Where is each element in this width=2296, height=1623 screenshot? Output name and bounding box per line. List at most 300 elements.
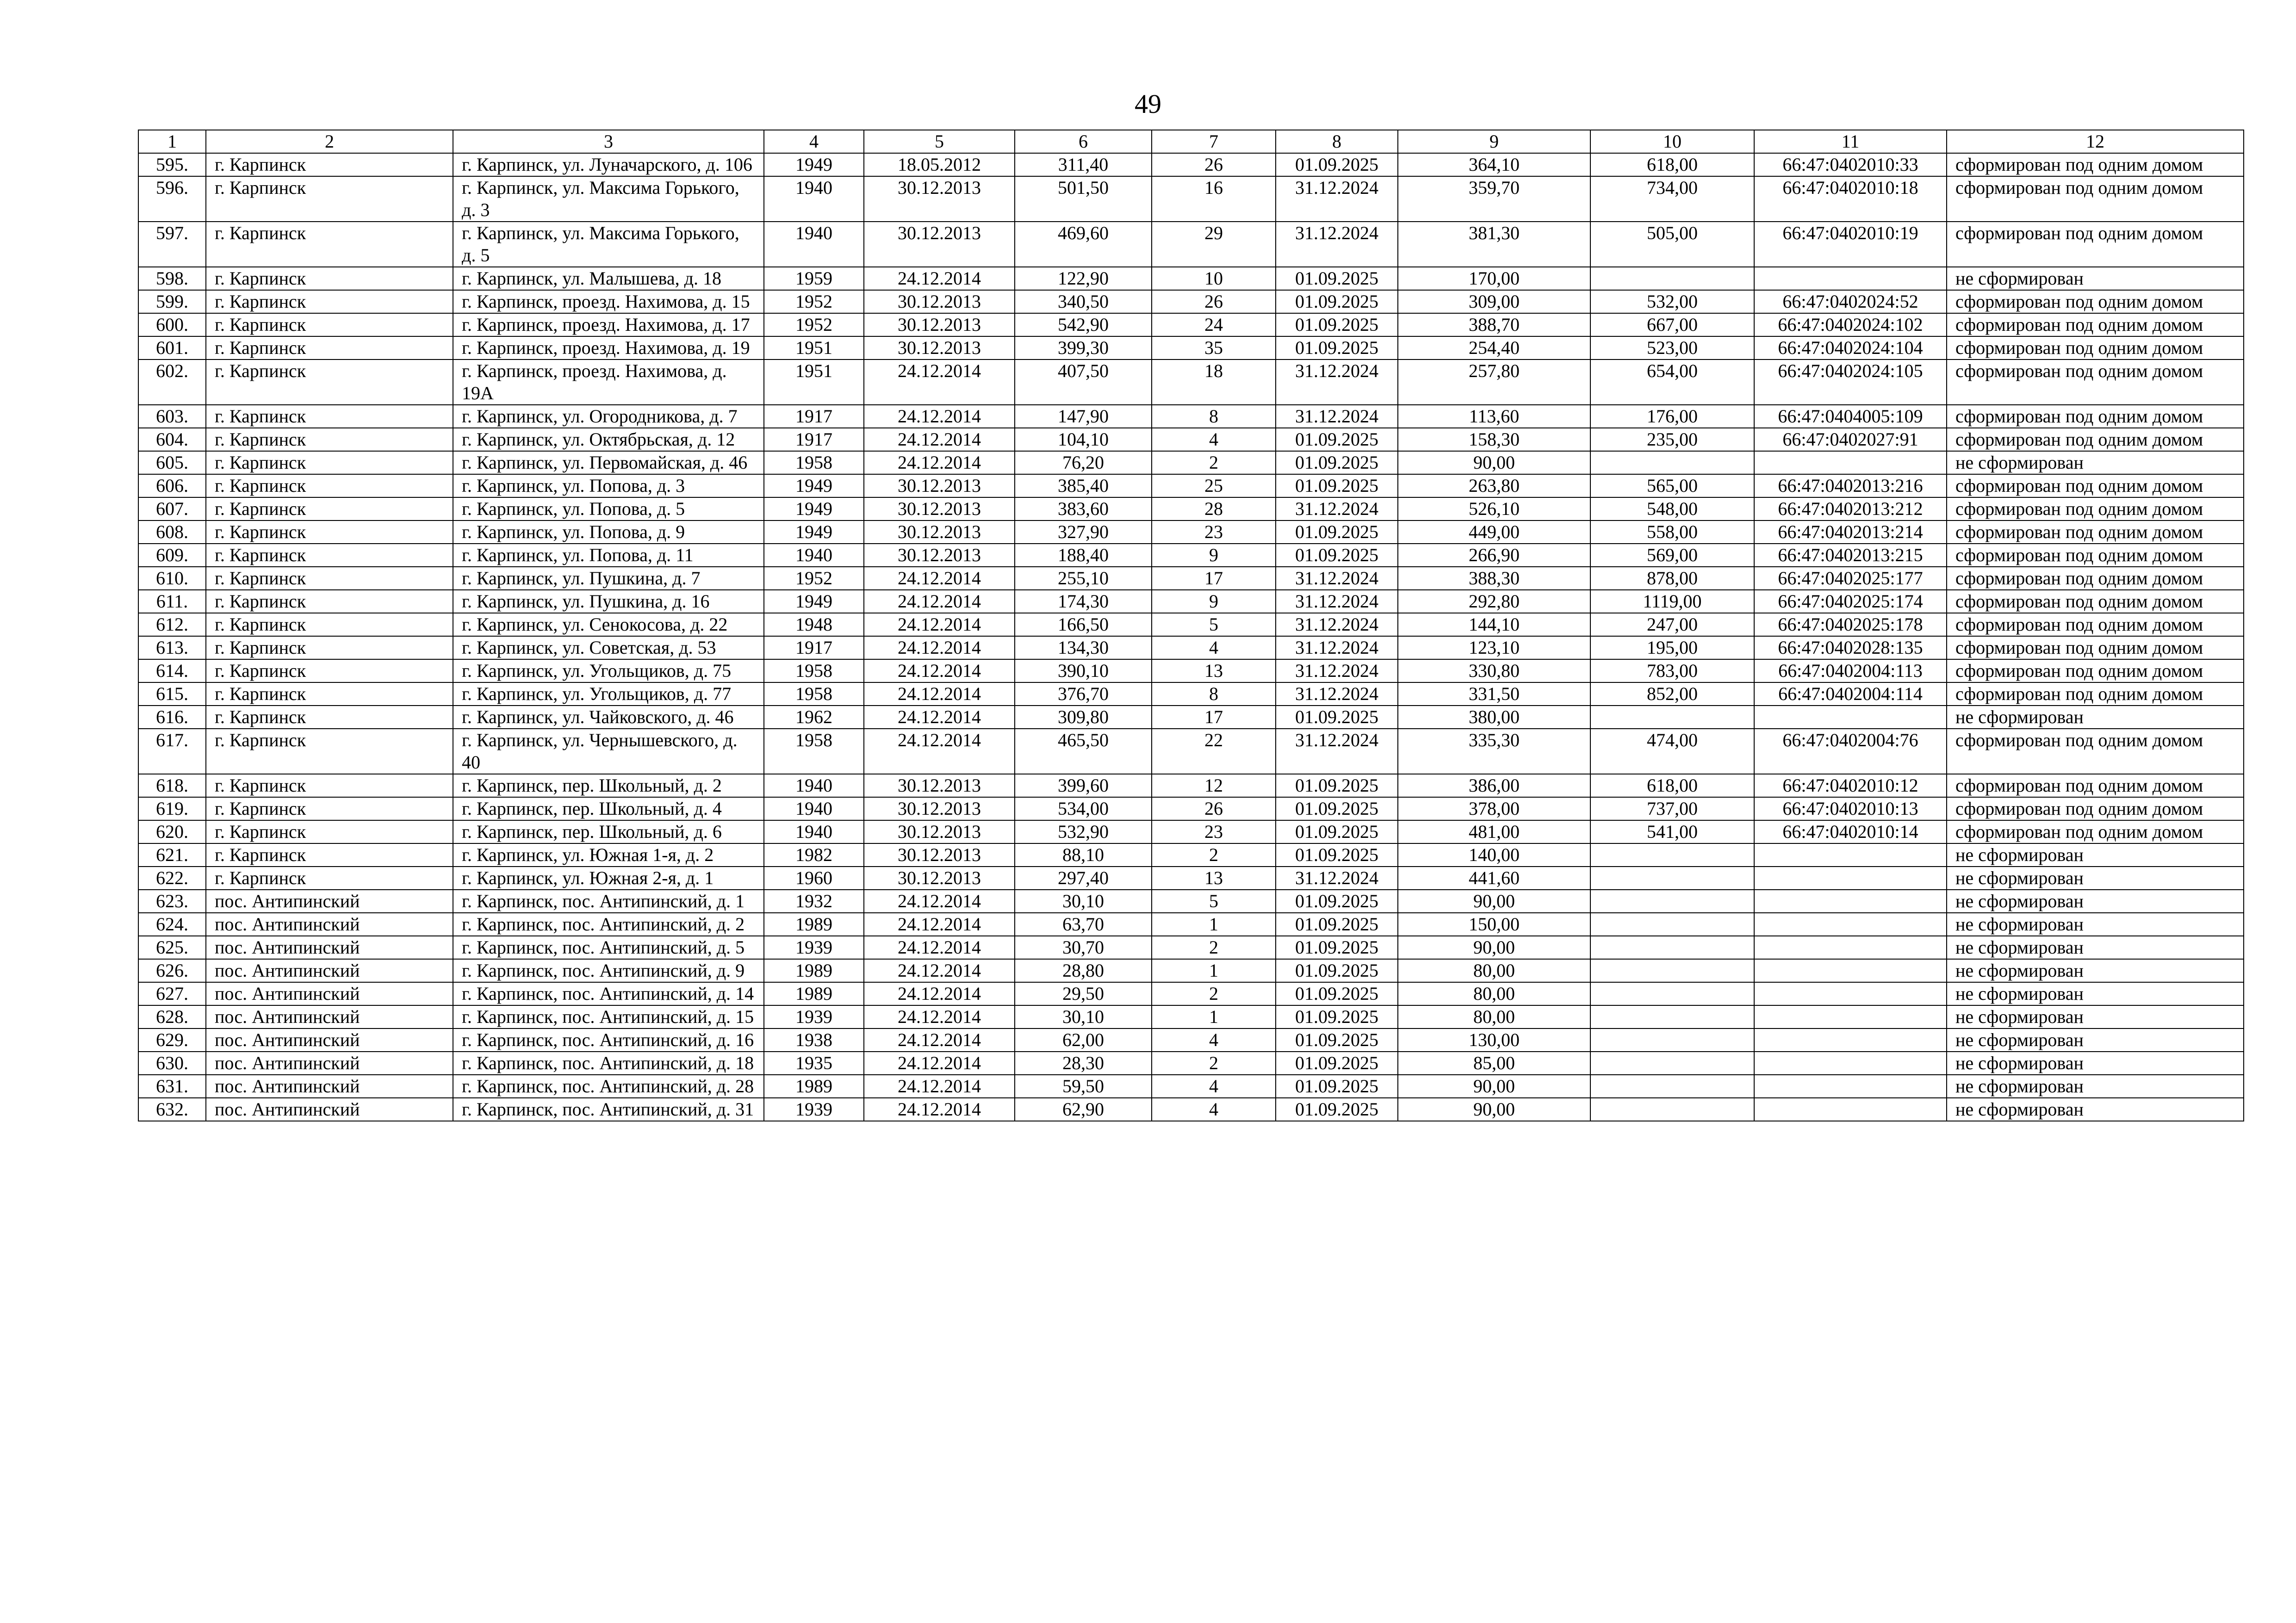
year-built-cell: 1951 (764, 359, 864, 405)
address-cell: г. Карпинск, ул. Попова, д. 5 (453, 497, 764, 520)
residents-cell: 4 (1152, 1028, 1276, 1052)
address-cell: г. Карпинск, ул. Пушкина, д. 7 (453, 567, 764, 590)
date-cell: 30.12.2013 (864, 176, 1015, 222)
row-number-cell: 611. (138, 590, 206, 613)
status-cell: не сформирован (1947, 936, 2244, 959)
residents-cell: 10 (1152, 267, 1276, 290)
cadastral-number-cell (1754, 959, 1947, 982)
area-cell: 311,40 (1015, 153, 1152, 176)
area2-cell: 140,00 (1398, 843, 1590, 867)
locality-cell: г. Карпинск (206, 222, 453, 267)
table-body (138, 153, 2244, 1121)
status-cell: сформирован под одним домом (1947, 222, 2244, 267)
residents-cell: 9 (1152, 544, 1276, 567)
land-area-cell: 667,00 (1590, 313, 1754, 336)
row-number-cell: 600. (138, 313, 206, 336)
locality-cell: г. Карпинск (206, 313, 453, 336)
deadline-cell: 01.09.2025 (1276, 520, 1398, 544)
deadline-cell: 31.12.2024 (1276, 497, 1398, 520)
table-row (138, 659, 2244, 682)
status-cell: не сформирован (1947, 451, 2244, 474)
area-cell: 88,10 (1015, 843, 1152, 867)
table-row (138, 590, 2244, 613)
locality-cell: пос. Антипинский (206, 982, 453, 1005)
row-number-cell: 625. (138, 936, 206, 959)
table-row (138, 1028, 2244, 1052)
row-number-cell: 617. (138, 729, 206, 774)
table-row (138, 729, 2244, 774)
locality-cell: г. Карпинск (206, 820, 453, 843)
column-number: 12 (1947, 130, 2244, 153)
deadline-cell: 01.09.2025 (1276, 1005, 1398, 1028)
row-number-cell: 622. (138, 867, 206, 890)
residents-cell: 1 (1152, 913, 1276, 936)
land-area-cell: 523,00 (1590, 336, 1754, 359)
table-row (138, 797, 2244, 820)
area-cell: 62,00 (1015, 1028, 1152, 1052)
cadastral-number-cell (1754, 1028, 1947, 1052)
year-built-cell: 1958 (764, 682, 864, 706)
residents-cell: 4 (1152, 1098, 1276, 1121)
address-cell: г. Карпинск, проезд. Нахимова, д. 15 (453, 290, 764, 313)
year-built-cell: 1940 (764, 774, 864, 797)
area2-cell: 158,30 (1398, 428, 1590, 451)
residents-cell: 4 (1152, 636, 1276, 659)
land-area-cell (1590, 1075, 1754, 1098)
locality-cell: г. Карпинск (206, 336, 453, 359)
table-row (138, 636, 2244, 659)
address-cell: г. Карпинск, ул. Попова, д. 9 (453, 520, 764, 544)
status-cell: не сформирован (1947, 913, 2244, 936)
table-row (138, 774, 2244, 797)
row-number-cell: 616. (138, 706, 206, 729)
locality-cell: г. Карпинск (206, 659, 453, 682)
table-row (138, 313, 2244, 336)
area-cell: 63,70 (1015, 913, 1152, 936)
date-cell: 30.12.2013 (864, 774, 1015, 797)
land-area-cell: 654,00 (1590, 359, 1754, 405)
table-row (138, 867, 2244, 890)
deadline-cell: 01.09.2025 (1276, 843, 1398, 867)
column-number-row (138, 130, 2244, 153)
row-number-cell: 628. (138, 1005, 206, 1028)
land-area-cell (1590, 982, 1754, 1005)
area-cell: 534,00 (1015, 797, 1152, 820)
deadline-cell: 01.09.2025 (1276, 290, 1398, 313)
locality-cell: г. Карпинск (206, 613, 453, 636)
locality-cell: г. Карпинск (206, 451, 453, 474)
cadastral-number-cell (1754, 867, 1947, 890)
address-cell: г. Карпинск, пос. Антипинский, д. 16 (453, 1028, 764, 1052)
table-row (138, 544, 2244, 567)
year-built-cell: 1962 (764, 706, 864, 729)
land-area-cell: 878,00 (1590, 567, 1754, 590)
land-area-cell: 569,00 (1590, 544, 1754, 567)
area2-cell: 80,00 (1398, 959, 1590, 982)
deadline-cell: 01.09.2025 (1276, 936, 1398, 959)
row-number-cell: 620. (138, 820, 206, 843)
date-cell: 24.12.2014 (864, 636, 1015, 659)
year-built-cell: 1949 (764, 590, 864, 613)
deadline-cell: 01.09.2025 (1276, 797, 1398, 820)
date-cell: 30.12.2013 (864, 520, 1015, 544)
table-row (138, 567, 2244, 590)
address-cell: г. Карпинск, пер. Школьный, д. 4 (453, 797, 764, 820)
area-cell: 376,70 (1015, 682, 1152, 706)
status-cell: сформирован под одним домом (1947, 659, 2244, 682)
cadastral-number-cell: 66:47:0402013:215 (1754, 544, 1947, 567)
cadastral-number-cell (1754, 1005, 1947, 1028)
year-built-cell: 1932 (764, 890, 864, 913)
deadline-cell: 01.09.2025 (1276, 706, 1398, 729)
cadastral-number-cell (1754, 890, 1947, 913)
status-cell: сформирован под одним домом (1947, 590, 2244, 613)
table-row (138, 474, 2244, 497)
area2-cell: 263,80 (1398, 474, 1590, 497)
deadline-cell: 31.12.2024 (1276, 636, 1398, 659)
locality-cell: пос. Антипинский (206, 1005, 453, 1028)
row-number-cell: 609. (138, 544, 206, 567)
locality-cell: г. Карпинск (206, 428, 453, 451)
date-cell: 30.12.2013 (864, 820, 1015, 843)
status-cell: сформирован под одним домом (1947, 636, 2244, 659)
land-area-cell: 618,00 (1590, 153, 1754, 176)
table-row (138, 843, 2244, 867)
area-cell: 30,10 (1015, 1005, 1152, 1028)
status-cell: сформирован под одним домом (1947, 774, 2244, 797)
status-cell: сформирован под одним домом (1947, 613, 2244, 636)
row-number-cell: 621. (138, 843, 206, 867)
land-area-cell (1590, 936, 1754, 959)
address-cell: г. Карпинск, ул. Попова, д. 3 (453, 474, 764, 497)
land-area-cell: 474,00 (1590, 729, 1754, 774)
deadline-cell: 01.09.2025 (1276, 544, 1398, 567)
residents-cell: 26 (1152, 290, 1276, 313)
year-built-cell: 1952 (764, 313, 864, 336)
land-area-cell: 852,00 (1590, 682, 1754, 706)
cadastral-number-cell: 66:47:0402024:102 (1754, 313, 1947, 336)
deadline-cell: 31.12.2024 (1276, 867, 1398, 890)
address-cell: г. Карпинск, пос. Антипинский, д. 14 (453, 982, 764, 1005)
row-number-cell: 630. (138, 1052, 206, 1075)
table-row (138, 290, 2244, 313)
area-cell: 327,90 (1015, 520, 1152, 544)
address-cell: г. Карпинск, ул. Максима Горького, д. 3 (453, 176, 764, 222)
date-cell: 24.12.2014 (864, 913, 1015, 936)
deadline-cell: 01.09.2025 (1276, 982, 1398, 1005)
locality-cell: пос. Антипинский (206, 913, 453, 936)
area2-cell: 85,00 (1398, 1052, 1590, 1075)
land-area-cell: 1119,00 (1590, 590, 1754, 613)
year-built-cell: 1949 (764, 474, 864, 497)
date-cell: 24.12.2014 (864, 936, 1015, 959)
area-cell: 174,30 (1015, 590, 1152, 613)
locality-cell: г. Карпинск (206, 682, 453, 706)
cadastral-number-cell: 66:47:0402027:91 (1754, 428, 1947, 451)
residents-cell: 2 (1152, 843, 1276, 867)
cadastral-number-cell (1754, 982, 1947, 1005)
deadline-cell: 01.09.2025 (1276, 820, 1398, 843)
land-area-cell (1590, 867, 1754, 890)
row-number-cell: 629. (138, 1028, 206, 1052)
address-cell: г. Карпинск, проезд. Нахимова, д. 19 (453, 336, 764, 359)
deadline-cell: 31.12.2024 (1276, 176, 1398, 222)
date-cell: 24.12.2014 (864, 959, 1015, 982)
year-built-cell: 1952 (764, 290, 864, 313)
row-number-cell: 605. (138, 451, 206, 474)
status-cell: сформирован под одним домом (1947, 336, 2244, 359)
area2-cell: 449,00 (1398, 520, 1590, 544)
row-number-cell: 597. (138, 222, 206, 267)
date-cell: 24.12.2014 (864, 405, 1015, 428)
address-cell: г. Карпинск, пос. Антипинский, д. 18 (453, 1052, 764, 1075)
residents-cell: 35 (1152, 336, 1276, 359)
locality-cell: г. Карпинск (206, 497, 453, 520)
cadastral-number-cell (1754, 843, 1947, 867)
year-built-cell: 1958 (764, 659, 864, 682)
residents-cell: 5 (1152, 890, 1276, 913)
year-built-cell: 1939 (764, 1098, 864, 1121)
area2-cell: 381,30 (1398, 222, 1590, 267)
area2-cell: 364,10 (1398, 153, 1590, 176)
table-row (138, 176, 2244, 222)
address-cell: г. Карпинск, ул. Советская, д. 53 (453, 636, 764, 659)
address-cell: г. Карпинск, ул. Октябрьская, д. 12 (453, 428, 764, 451)
residents-cell: 2 (1152, 451, 1276, 474)
area-cell: 532,90 (1015, 820, 1152, 843)
address-cell: г. Карпинск, пос. Антипинский, д. 15 (453, 1005, 764, 1028)
year-built-cell: 1935 (764, 1052, 864, 1075)
row-number-cell: 615. (138, 682, 206, 706)
date-cell: 24.12.2014 (864, 359, 1015, 405)
date-cell: 30.12.2013 (864, 313, 1015, 336)
address-cell: г. Карпинск, проезд. Нахимова, д. 19А (453, 359, 764, 405)
date-cell: 24.12.2014 (864, 706, 1015, 729)
address-cell: г. Карпинск, ул. Угольщиков, д. 77 (453, 682, 764, 706)
year-built-cell: 1940 (764, 820, 864, 843)
date-cell: 30.12.2013 (864, 843, 1015, 867)
table-row (138, 405, 2244, 428)
locality-cell: г. Карпинск (206, 843, 453, 867)
year-built-cell: 1982 (764, 843, 864, 867)
area-cell: 28,80 (1015, 959, 1152, 982)
date-cell: 24.12.2014 (864, 890, 1015, 913)
year-built-cell: 1949 (764, 497, 864, 520)
cadastral-number-cell: 66:47:0402010:12 (1754, 774, 1947, 797)
address-cell: г. Карпинск, ул. Чайковского, д. 46 (453, 706, 764, 729)
residents-cell: 12 (1152, 774, 1276, 797)
table-row (138, 497, 2244, 520)
area2-cell: 266,90 (1398, 544, 1590, 567)
area2-cell: 330,80 (1398, 659, 1590, 682)
area2-cell: 254,40 (1398, 336, 1590, 359)
residents-cell: 26 (1152, 797, 1276, 820)
address-cell: г. Карпинск, пос. Антипинский, д. 1 (453, 890, 764, 913)
status-cell: не сформирован (1947, 1098, 2244, 1121)
land-area-cell: 783,00 (1590, 659, 1754, 682)
deadline-cell: 01.09.2025 (1276, 913, 1398, 936)
row-number-cell: 601. (138, 336, 206, 359)
locality-cell: пос. Антипинский (206, 1028, 453, 1052)
cadastral-number-cell (1754, 1098, 1947, 1121)
status-cell: сформирован под одним домом (1947, 313, 2244, 336)
deadline-cell: 31.12.2024 (1276, 359, 1398, 405)
land-area-cell: 737,00 (1590, 797, 1754, 820)
table-row (138, 222, 2244, 267)
row-number-cell: 604. (138, 428, 206, 451)
row-number-cell: 612. (138, 613, 206, 636)
deadline-cell: 31.12.2024 (1276, 222, 1398, 267)
deadline-cell: 01.09.2025 (1276, 313, 1398, 336)
area-cell: 309,80 (1015, 706, 1152, 729)
date-cell: 30.12.2013 (864, 222, 1015, 267)
land-area-cell (1590, 959, 1754, 982)
status-cell: сформирован под одним домом (1947, 474, 2244, 497)
area2-cell: 380,00 (1398, 706, 1590, 729)
area2-cell: 335,30 (1398, 729, 1590, 774)
cadastral-number-cell: 66:47:0404005:109 (1754, 405, 1947, 428)
cadastral-number-cell: 66:47:0402004:76 (1754, 729, 1947, 774)
table-row (138, 613, 2244, 636)
status-cell: сформирован под одним домом (1947, 176, 2244, 222)
cadastral-number-cell: 66:47:0402004:113 (1754, 659, 1947, 682)
date-cell: 30.12.2013 (864, 867, 1015, 890)
locality-cell: г. Карпинск (206, 774, 453, 797)
deadline-cell: 31.12.2024 (1276, 590, 1398, 613)
status-cell: сформирован под одним домом (1947, 428, 2244, 451)
date-cell: 30.12.2013 (864, 290, 1015, 313)
date-cell: 24.12.2014 (864, 982, 1015, 1005)
date-cell: 24.12.2014 (864, 1098, 1015, 1121)
date-cell: 30.12.2013 (864, 474, 1015, 497)
cadastral-number-cell (1754, 913, 1947, 936)
residents-cell: 5 (1152, 613, 1276, 636)
status-cell: не сформирован (1947, 1075, 2244, 1098)
area-cell: 76,20 (1015, 451, 1152, 474)
land-area-cell (1590, 1028, 1754, 1052)
row-number-cell: 627. (138, 982, 206, 1005)
area-cell: 465,50 (1015, 729, 1152, 774)
year-built-cell: 1938 (764, 1028, 864, 1052)
status-cell: сформирован под одним домом (1947, 567, 2244, 590)
status-cell: сформирован под одним домом (1947, 520, 2244, 544)
year-built-cell: 1989 (764, 959, 864, 982)
status-cell: не сформирован (1947, 1052, 2244, 1075)
area2-cell: 150,00 (1398, 913, 1590, 936)
address-cell: г. Карпинск, ул. Попова, д. 11 (453, 544, 764, 567)
year-built-cell: 1958 (764, 729, 864, 774)
locality-cell: г. Карпинск (206, 567, 453, 590)
area2-cell: 441,60 (1398, 867, 1590, 890)
cadastral-number-cell: 66:47:0402010:13 (1754, 797, 1947, 820)
row-number-cell: 596. (138, 176, 206, 222)
address-cell: г. Карпинск, пос. Антипинский, д. 28 (453, 1075, 764, 1098)
area-cell: 399,60 (1015, 774, 1152, 797)
locality-cell: г. Карпинск (206, 474, 453, 497)
cadastral-number-cell: 66:47:0402024:104 (1754, 336, 1947, 359)
year-built-cell: 1958 (764, 451, 864, 474)
column-number: 1 (138, 130, 206, 153)
row-number-cell: 599. (138, 290, 206, 313)
year-built-cell: 1949 (764, 153, 864, 176)
area2-cell: 292,80 (1398, 590, 1590, 613)
year-built-cell: 1940 (764, 176, 864, 222)
area-cell: 30,10 (1015, 890, 1152, 913)
status-cell: сформирован под одним домом (1947, 405, 2244, 428)
area-cell: 255,10 (1015, 567, 1152, 590)
year-built-cell: 1917 (764, 405, 864, 428)
cadastral-number-cell: 66:47:0402010:14 (1754, 820, 1947, 843)
address-cell: г. Карпинск, ул. Огородникова, д. 7 (453, 405, 764, 428)
cadastral-number-cell (1754, 1052, 1947, 1075)
land-area-cell: 618,00 (1590, 774, 1754, 797)
residents-cell: 17 (1152, 567, 1276, 590)
area-cell: 390,10 (1015, 659, 1152, 682)
residents-cell: 8 (1152, 682, 1276, 706)
table-row (138, 1052, 2244, 1075)
residents-cell: 13 (1152, 659, 1276, 682)
land-area-cell (1590, 1005, 1754, 1028)
cadastral-number-cell: 66:47:0402025:174 (1754, 590, 1947, 613)
residents-cell: 25 (1152, 474, 1276, 497)
column-number: 11 (1754, 130, 1947, 153)
year-built-cell: 1939 (764, 936, 864, 959)
residents-cell: 26 (1152, 153, 1276, 176)
housing-registry-table (138, 130, 2244, 1121)
area2-cell: 130,00 (1398, 1028, 1590, 1052)
area2-cell: 80,00 (1398, 1005, 1590, 1028)
area-cell: 62,90 (1015, 1098, 1152, 1121)
deadline-cell: 01.09.2025 (1276, 474, 1398, 497)
status-cell: сформирован под одним домом (1947, 153, 2244, 176)
residents-cell: 1 (1152, 1005, 1276, 1028)
address-cell: г. Карпинск, ул. Южная 2-я, д. 1 (453, 867, 764, 890)
residents-cell: 8 (1152, 405, 1276, 428)
deadline-cell: 01.09.2025 (1276, 1098, 1398, 1121)
table-row (138, 1098, 2244, 1121)
status-cell: сформирован под одним домом (1947, 729, 2244, 774)
year-built-cell: 1989 (764, 913, 864, 936)
status-cell: сформирован под одним домом (1947, 544, 2244, 567)
area-cell: 340,50 (1015, 290, 1152, 313)
cadastral-number-cell: 66:47:0402024:52 (1754, 290, 1947, 313)
land-area-cell: 505,00 (1590, 222, 1754, 267)
row-number-cell: 631. (138, 1075, 206, 1098)
date-cell: 24.12.2014 (864, 267, 1015, 290)
cadastral-number-cell: 66:47:0402013:216 (1754, 474, 1947, 497)
date-cell: 30.12.2013 (864, 336, 1015, 359)
row-number-cell: 595. (138, 153, 206, 176)
row-number-cell: 623. (138, 890, 206, 913)
deadline-cell: 01.09.2025 (1276, 1052, 1398, 1075)
area2-cell: 526,10 (1398, 497, 1590, 520)
date-cell: 24.12.2014 (864, 682, 1015, 706)
land-area-cell (1590, 913, 1754, 936)
table-row (138, 982, 2244, 1005)
address-cell: г. Карпинск, пос. Антипинский, д. 2 (453, 913, 764, 936)
cadastral-number-cell: 66:47:0402025:178 (1754, 613, 1947, 636)
cadastral-number-cell: 66:47:0402013:212 (1754, 497, 1947, 520)
table-row (138, 520, 2244, 544)
table-row (138, 820, 2244, 843)
address-cell: г. Карпинск, ул. Луначарского, д. 106 (453, 153, 764, 176)
deadline-cell: 01.09.2025 (1276, 890, 1398, 913)
row-number-cell: 606. (138, 474, 206, 497)
locality-cell: пос. Антипинский (206, 936, 453, 959)
area2-cell: 90,00 (1398, 890, 1590, 913)
locality-cell: г. Карпинск (206, 590, 453, 613)
locality-cell: г. Карпинск (206, 706, 453, 729)
